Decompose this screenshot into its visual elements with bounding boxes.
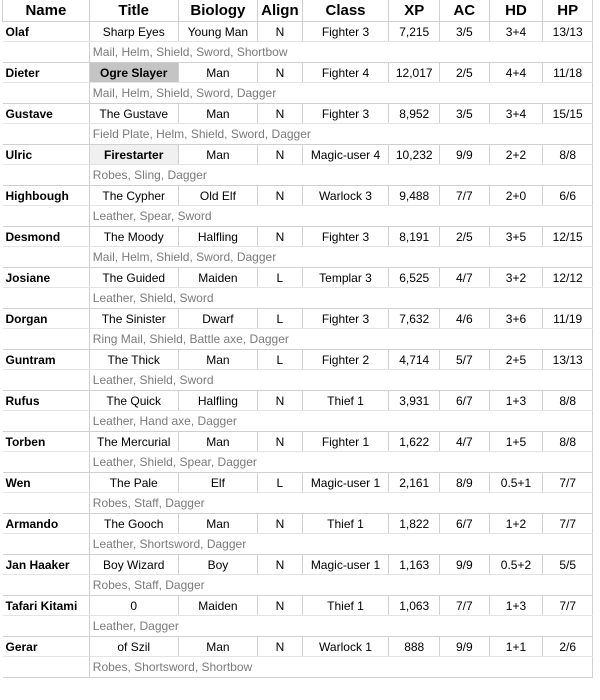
character-ac: 5/7 (440, 350, 490, 370)
equipment-row (3, 575, 593, 596)
character-xp: 7,632 (389, 309, 440, 329)
character-alignment: N (258, 637, 302, 657)
header-align: Align (258, 0, 302, 22)
character-hd: 1+5 (489, 432, 543, 452)
character-name: Wen (3, 473, 90, 493)
character-name: Dorgan (3, 309, 90, 329)
character-biology: Man (178, 104, 258, 124)
character-title: The Thick (89, 350, 178, 370)
character-ac: 2/5 (440, 227, 490, 247)
character-title: The Guided (89, 268, 178, 288)
character-hd: 2+5 (489, 350, 543, 370)
character-class: Thief 1 (302, 596, 389, 616)
character-row (3, 391, 593, 411)
character-class: Fighter 3 (302, 309, 389, 329)
character-row (3, 268, 593, 288)
character-hp: 6/6 (543, 186, 593, 206)
character-hp: 8/8 (543, 145, 593, 165)
character-name: Josiane (3, 268, 90, 288)
equipment-spacer (3, 411, 90, 432)
character-name: Rufus (3, 391, 90, 411)
character-title: Firestarter (89, 145, 178, 165)
character-xp: 7,215 (389, 22, 440, 42)
character-xp: 888 (389, 637, 440, 657)
equipment-spacer (3, 575, 90, 596)
character-class: Fighter 2 (302, 350, 389, 370)
character-row (3, 432, 593, 452)
character-xp: 1,163 (389, 555, 440, 575)
character-equipment: Mail, Helm, Shield, Sword, Dagger (89, 247, 592, 268)
character-biology: Halfling (178, 227, 258, 247)
character-equipment: Leather, Shortsword, Dagger (89, 534, 592, 555)
equipment-row (3, 534, 593, 555)
character-equipment: Robes, Staff, Dagger (89, 493, 592, 514)
character-ac: 6/7 (440, 391, 490, 411)
character-title: The Sinister (89, 309, 178, 329)
character-class: Fighter 1 (302, 432, 389, 452)
character-hd: 1+2 (489, 514, 543, 534)
character-title: Ogre Slayer (89, 63, 178, 83)
character-alignment: L (258, 473, 302, 493)
character-ac: 3/5 (440, 22, 490, 42)
equipment-row (3, 452, 593, 473)
character-hp: 7/7 (543, 514, 593, 534)
roster-body (3, 22, 593, 678)
character-class: Thief 1 (302, 514, 389, 534)
character-alignment: N (258, 227, 302, 247)
character-equipment: Robes, Staff, Dagger (89, 575, 592, 596)
character-alignment: L (258, 350, 302, 370)
character-equipment: Leather, Shield, Sword (89, 288, 592, 309)
equipment-row (3, 411, 593, 432)
character-name: Tafari Kitami (3, 596, 90, 616)
character-hp: 13/13 (543, 350, 593, 370)
equipment-spacer (3, 83, 90, 104)
character-hd: 0.5+2 (489, 555, 543, 575)
character-hd: 1+1 (489, 637, 543, 657)
character-row (3, 350, 593, 370)
equipment-row (3, 83, 593, 104)
equipment-spacer (3, 165, 90, 186)
character-equipment: Leather, Spear, Sword (89, 206, 592, 227)
character-alignment: L (258, 309, 302, 329)
character-class: Warlock 3 (302, 186, 389, 206)
character-class: Magic-user 1 (302, 555, 389, 575)
character-equipment: Leather, Hand axe, Dagger (89, 411, 592, 432)
character-ac: 7/7 (440, 186, 490, 206)
character-class: Templar 3 (302, 268, 389, 288)
character-ac: 9/9 (440, 555, 490, 575)
character-name: Ulric (3, 145, 90, 165)
character-title: Boy Wizard (89, 555, 178, 575)
character-hd: 1+3 (489, 596, 543, 616)
character-hp: 11/18 (543, 63, 593, 83)
equipment-row (3, 42, 593, 63)
equipment-row (3, 370, 593, 391)
equipment-spacer (3, 657, 90, 678)
character-xp: 6,525 (389, 268, 440, 288)
character-alignment: N (258, 555, 302, 575)
character-hd: 4+4 (489, 63, 543, 83)
character-name: Jan Haaker (3, 555, 90, 575)
equipment-row (3, 206, 593, 227)
character-equipment: Mail, Helm, Shield, Sword, Shortbow (89, 42, 592, 63)
equipment-spacer (3, 288, 90, 309)
character-biology: Dwarf (178, 309, 258, 329)
equipment-spacer (3, 247, 90, 268)
character-hp: 15/15 (543, 104, 593, 124)
character-alignment: N (258, 186, 302, 206)
character-class: Magic-user 4 (302, 145, 389, 165)
character-biology: Old Elf (178, 186, 258, 206)
header-hp: HP (543, 0, 593, 22)
character-row (3, 514, 593, 534)
character-hp: 12/12 (543, 268, 593, 288)
character-hp: 7/7 (543, 473, 593, 493)
character-class: Fighter 3 (302, 227, 389, 247)
character-hp: 13/13 (543, 22, 593, 42)
character-title: The Gooch (89, 514, 178, 534)
roster-table (2, 0, 593, 678)
character-row (3, 186, 593, 206)
character-equipment: Robes, Sling, Dagger (89, 165, 592, 186)
equipment-row (3, 165, 593, 186)
character-alignment: L (258, 268, 302, 288)
character-ac: 6/7 (440, 514, 490, 534)
character-row (3, 637, 593, 657)
character-ac: 4/7 (440, 268, 490, 288)
equipment-spacer (3, 493, 90, 514)
header-hd: HD (489, 0, 543, 22)
equipment-spacer (3, 534, 90, 555)
character-equipment: Leather, Dagger (89, 616, 592, 637)
character-row (3, 104, 593, 124)
header-xp: XP (389, 0, 440, 22)
character-xp: 12,017 (389, 63, 440, 83)
character-row (3, 145, 593, 165)
character-hd: 3+4 (489, 22, 543, 42)
character-ac: 3/5 (440, 104, 490, 124)
character-xp: 3,931 (389, 391, 440, 411)
header-name: Name (3, 0, 90, 22)
character-class: Fighter 3 (302, 22, 389, 42)
character-hd: 3+5 (489, 227, 543, 247)
character-ac: 4/7 (440, 432, 490, 452)
character-hd: 3+4 (489, 104, 543, 124)
character-title: The Moody (89, 227, 178, 247)
character-name: Armando (3, 514, 90, 534)
character-biology: Maiden (178, 596, 258, 616)
equipment-row (3, 288, 593, 309)
character-hd: 2+0 (489, 186, 543, 206)
header-ac: AC (440, 0, 490, 22)
character-title: 0 (89, 596, 178, 616)
character-xp: 10,232 (389, 145, 440, 165)
equipment-row (3, 124, 593, 145)
character-title: The Gustave (89, 104, 178, 124)
character-name: Desmond (3, 227, 90, 247)
character-name: Guntram (3, 350, 90, 370)
character-alignment: N (258, 63, 302, 83)
character-equipment: Mail, Helm, Shield, Sword, Dagger (89, 83, 592, 104)
character-class: Fighter 4 (302, 63, 389, 83)
character-xp: 8,191 (389, 227, 440, 247)
character-hp: 2/6 (543, 637, 593, 657)
character-row (3, 596, 593, 616)
character-alignment: N (258, 104, 302, 124)
header-row (3, 0, 593, 22)
character-xp: 1,622 (389, 432, 440, 452)
character-ac: 9/9 (440, 145, 490, 165)
character-hd: 1+3 (489, 391, 543, 411)
header-title: Title (89, 0, 178, 22)
character-xp: 1,822 (389, 514, 440, 534)
equipment-row (3, 493, 593, 514)
character-equipment: Leather, Shield, Sword (89, 370, 592, 391)
character-name: Torben (3, 432, 90, 452)
character-biology: Elf (178, 473, 258, 493)
character-title: of Szil (89, 637, 178, 657)
character-xp: 1,063 (389, 596, 440, 616)
character-hp: 5/5 (543, 555, 593, 575)
character-title: The Quick (89, 391, 178, 411)
equipment-row (3, 247, 593, 268)
character-equipment: Robes, Shortsword, Shortbow (89, 657, 592, 678)
character-hd: 3+6 (489, 309, 543, 329)
header-biology: Biology (178, 0, 258, 22)
character-hd: 2+2 (489, 145, 543, 165)
character-ac: 4/6 (440, 309, 490, 329)
equipment-spacer (3, 329, 90, 350)
character-row (3, 22, 593, 42)
character-biology: Boy (178, 555, 258, 575)
character-class: Magic-user 1 (302, 473, 389, 493)
character-biology: Man (178, 350, 258, 370)
character-equipment: Field Plate, Helm, Shield, Sword, Dagger (89, 124, 592, 145)
character-row (3, 555, 593, 575)
equipment-row (3, 329, 593, 350)
equipment-row (3, 657, 593, 678)
character-ac: 9/9 (440, 637, 490, 657)
character-title: The Pale (89, 473, 178, 493)
character-name: Highbough (3, 186, 90, 206)
character-hd: 0.5+1 (489, 473, 543, 493)
equipment-spacer (3, 370, 90, 391)
equipment-row (3, 616, 593, 637)
character-class: Warlock 1 (302, 637, 389, 657)
character-biology: Young Man (178, 22, 258, 42)
character-hp: 8/8 (543, 432, 593, 452)
character-alignment: N (258, 391, 302, 411)
character-ac: 7/7 (440, 596, 490, 616)
character-biology: Man (178, 145, 258, 165)
character-name: Gerar (3, 637, 90, 657)
character-biology: Man (178, 432, 258, 452)
character-biology: Halfling (178, 391, 258, 411)
character-hp: 7/7 (543, 596, 593, 616)
character-name: Gustave (3, 104, 90, 124)
character-row (3, 309, 593, 329)
character-title: Sharp Eyes (89, 22, 178, 42)
character-alignment: N (258, 145, 302, 165)
character-ac: 2/5 (440, 63, 490, 83)
equipment-spacer (3, 206, 90, 227)
character-biology: Man (178, 63, 258, 83)
character-row (3, 63, 593, 83)
character-biology: Maiden (178, 268, 258, 288)
character-hp: 8/8 (543, 391, 593, 411)
character-alignment: N (258, 596, 302, 616)
character-biology: Man (178, 637, 258, 657)
character-title: The Mercurial (89, 432, 178, 452)
character-alignment: N (258, 432, 302, 452)
equipment-spacer (3, 124, 90, 145)
character-xp: 9,488 (389, 186, 440, 206)
character-hd: 3+2 (489, 268, 543, 288)
character-xp: 4,714 (389, 350, 440, 370)
character-equipment: Ring Mail, Shield, Battle axe, Dagger (89, 329, 592, 350)
character-xp: 2,161 (389, 473, 440, 493)
character-title: The Cypher (89, 186, 178, 206)
character-alignment: N (258, 22, 302, 42)
character-hp: 12/15 (543, 227, 593, 247)
character-row (3, 473, 593, 493)
equipment-spacer (3, 452, 90, 473)
character-ac: 8/9 (440, 473, 490, 493)
character-hp: 11/19 (543, 309, 593, 329)
character-xp: 8,952 (389, 104, 440, 124)
character-name: Dieter (3, 63, 90, 83)
equipment-spacer (3, 42, 90, 63)
equipment-spacer (3, 616, 90, 637)
character-name: Olaf (3, 22, 90, 42)
character-equipment: Leather, Shield, Spear, Dagger (89, 452, 592, 473)
character-alignment: N (258, 514, 302, 534)
character-row (3, 227, 593, 247)
character-class: Thief 1 (302, 391, 389, 411)
header-class: Class (302, 0, 389, 22)
character-biology: Man (178, 514, 258, 534)
character-class: Fighter 3 (302, 104, 389, 124)
